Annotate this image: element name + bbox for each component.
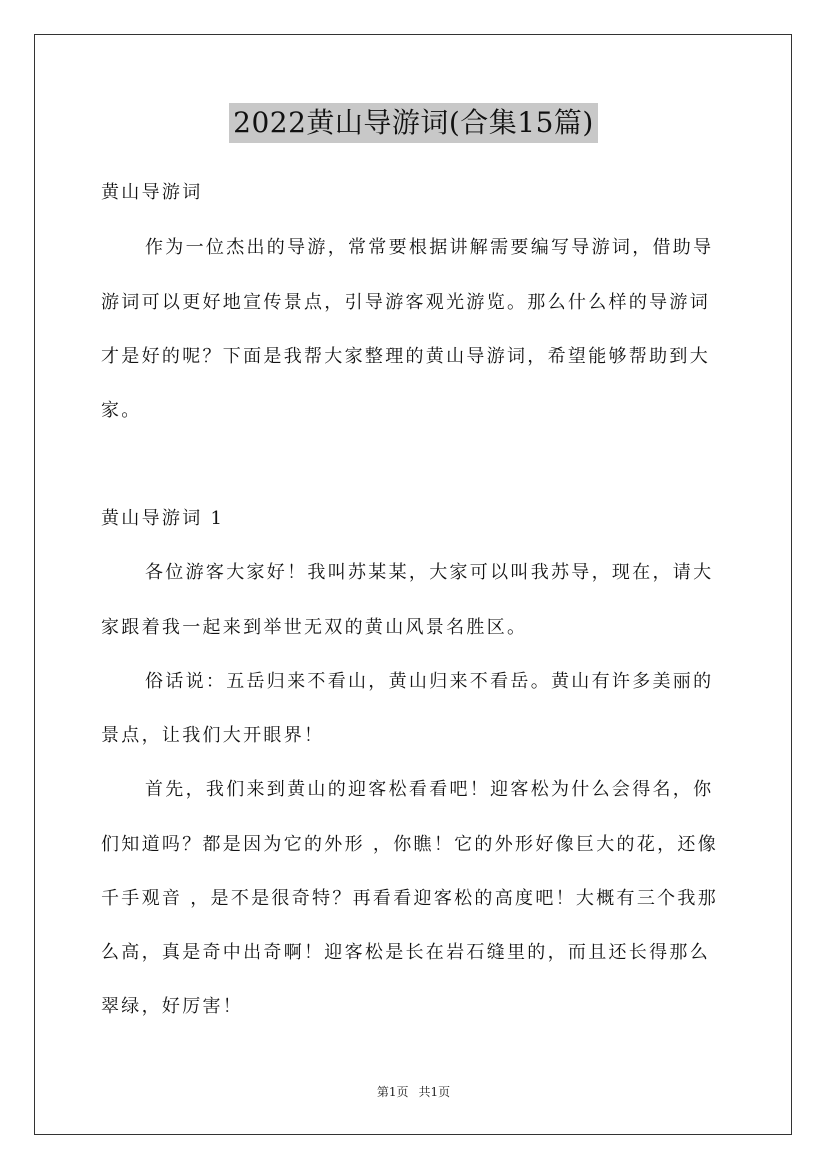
paragraph-line: 景点，让我们大开眼界！	[101, 725, 325, 746]
paragraph-line: 各位游客大家好！我叫苏某某，大家可以叫我苏导，现在，请大	[145, 562, 714, 583]
title-area	[0, 103, 827, 143]
paragraph-line: 首先，我们来到黄山的迎客松看看吧！迎客松为什么会得名，你	[145, 779, 714, 800]
paragraph-line: 俗话说：五岳归来不看山，黄山归来不看岳。黄山有许多美丽的	[145, 671, 714, 692]
paragraph-line: 才是好的呢？下面是我帮大家整理的黄山导游词，希望能够帮助到大	[101, 346, 710, 367]
paragraph-line: 游词可以更好地宣传景点，引导游客观光游览。那么什么样的导游词	[101, 292, 710, 313]
page-footer	[0, 1084, 827, 1100]
document-title: 2022黄山导游词(合集15篇)	[229, 103, 598, 143]
paragraph-line: 翠绿，好厉害！	[101, 996, 244, 1017]
section-heading: 黄山导游词	[101, 182, 203, 203]
page-number: 第1页	[376, 1085, 409, 1099]
paragraph-line: 么高，真是奇中出奇啊！迎客松是长在岩石缝里的，而且还长得那么	[101, 942, 710, 963]
page-total: 共1页	[418, 1085, 451, 1099]
paragraph-line: 们知道吗？都是因为它的外形 ，你瞧！它的外形好像巨大的花，还像	[101, 834, 719, 855]
paragraph-line: 作为一位杰出的导游，常常要根据讲解需要编写导游词，借助导	[145, 237, 714, 258]
paragraph-line: 家。	[101, 400, 142, 421]
paragraph-line: 千手观音 ，是不是很奇特？再看看迎客松的高度吧！大概有三个我那	[101, 888, 719, 909]
section-heading: 黄山导游词 1	[101, 508, 225, 529]
paragraph-line: 家跟着我一起来到举世无双的黄山风景名胜区。	[101, 617, 528, 638]
